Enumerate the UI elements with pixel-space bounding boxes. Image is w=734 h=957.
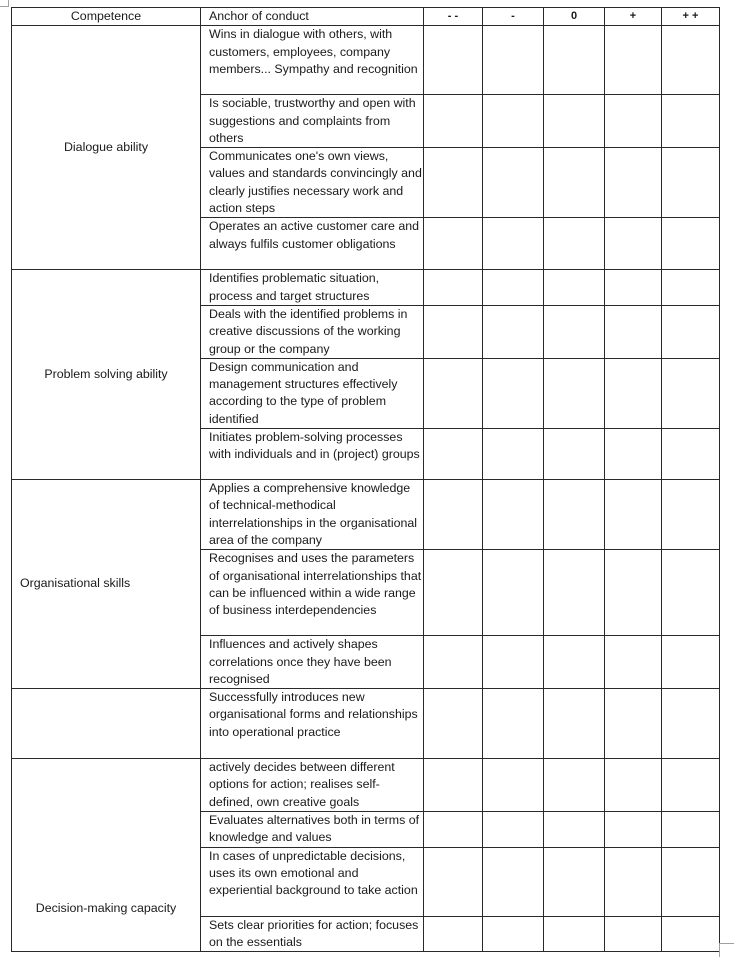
rating-cell-very-negative[interactable] [424, 429, 483, 480]
anchor-cell: Wins in dialogue with others, with customers, employees, company members... Sympathy and recognition [201, 26, 424, 95]
rating-cell-positive[interactable] [605, 218, 662, 270]
rating-cell-positive[interactable] [605, 429, 662, 480]
rating-cell-neutral[interactable] [544, 847, 605, 916]
rating-cell-very-negative[interactable] [424, 148, 483, 218]
rating-cell-negative[interactable] [483, 847, 544, 916]
rating-cell-negative[interactable] [483, 218, 544, 270]
anchor-cell: Recognises and uses the parameters of organisational interrelationships that can be influenced within a wide range of business interdependencies [201, 550, 424, 636]
rating-cell-neutral[interactable] [544, 218, 605, 270]
anchor-cell: Is sociable, trustworthy and open with suggestions and complaints from others [201, 95, 424, 148]
rating-cell-neutral[interactable] [544, 26, 605, 95]
anchor-cell: In cases of unpredictable decisions, uses its own emotional and experiential background to take action [201, 847, 424, 916]
rating-cell-very-positive[interactable] [662, 305, 720, 358]
rating-cell-very-negative[interactable] [424, 305, 483, 358]
rating-cell-neutral[interactable] [544, 95, 605, 148]
page-corner-marker [0, 0, 9, 7]
rating-cell-positive[interactable] [605, 95, 662, 148]
rating-cell-very-positive[interactable] [662, 636, 720, 689]
rating-cell-very-negative[interactable] [424, 218, 483, 270]
rating-cell-negative[interactable] [483, 480, 544, 550]
rating-cell-neutral[interactable] [544, 550, 605, 636]
table-row [12, 759, 720, 812]
rating-cell-very-negative[interactable] [424, 916, 483, 952]
rating-cell-positive[interactable] [605, 270, 662, 306]
rating-cell-positive[interactable] [605, 26, 662, 95]
anchor-cell: Deals with the identified problems in creative discussions of the working group or the company [201, 305, 424, 358]
rating-cell-very-positive[interactable] [662, 270, 720, 306]
rating-cell-very-positive[interactable] [662, 847, 720, 916]
competence-cell: Decision-making capacity [12, 759, 201, 952]
header-rating-negative: - [483, 8, 544, 26]
rating-cell-negative[interactable] [483, 916, 544, 952]
rating-cell-very-negative[interactable] [424, 636, 483, 689]
rating-cell-positive[interactable] [605, 812, 662, 848]
rating-cell-neutral[interactable] [544, 148, 605, 218]
rating-cell-very-positive[interactable] [662, 218, 720, 270]
header-anchor: Anchor of conduct [201, 8, 424, 26]
anchor-cell: Applies a comprehensive knowledge of technical-methodical interrelationships in the organisational area of the company [201, 480, 424, 550]
rating-cell-positive[interactable] [605, 358, 662, 428]
rating-cell-positive[interactable] [605, 916, 662, 952]
rating-cell-neutral[interactable] [544, 480, 605, 550]
rating-cell-neutral[interactable] [544, 812, 605, 848]
rating-cell-negative[interactable] [483, 759, 544, 812]
rating-cell-very-positive[interactable] [662, 26, 720, 95]
rating-cell-negative[interactable] [483, 95, 544, 148]
rating-cell-positive[interactable] [605, 305, 662, 358]
rating-cell-neutral[interactable] [544, 916, 605, 952]
rating-cell-very-negative[interactable] [424, 847, 483, 916]
rating-cell-very-positive[interactable] [662, 429, 720, 480]
rating-cell-very-positive[interactable] [662, 95, 720, 148]
rating-cell-very-negative[interactable] [424, 759, 483, 812]
header-rating-neutral: 0 [544, 8, 605, 26]
anchor-cell: Initiates problem-solving processes with individuals and in (project) groups [201, 429, 424, 480]
header-rating-positive: + [605, 8, 662, 26]
anchor-cell: actively decides between different options for action; realises self-defined, own creative goals [201, 759, 424, 812]
competence-cell [12, 689, 201, 759]
table-row [12, 26, 720, 95]
page-corner-marker [719, 943, 734, 957]
rating-cell-negative[interactable] [483, 429, 544, 480]
rating-cell-positive[interactable] [605, 636, 662, 689]
anchor-cell: Successfully introduces new organisational forms and relationships into operational practice [201, 689, 424, 759]
anchor-cell: Communicates one's own views, values and standards convincingly and clearly justifies necessary work and action steps [201, 148, 424, 218]
anchor-cell: Identifies problematic situation, process and target structures [201, 270, 424, 306]
rating-cell-negative[interactable] [483, 689, 544, 759]
rating-cell-very-negative[interactable] [424, 689, 483, 759]
anchor-cell: Influences and actively shapes correlations once they have been recognised [201, 636, 424, 689]
rating-cell-very-negative[interactable] [424, 812, 483, 848]
rating-cell-negative[interactable] [483, 636, 544, 689]
rating-cell-very-positive[interactable] [662, 550, 720, 636]
rating-cell-neutral[interactable] [544, 636, 605, 689]
rating-cell-very-negative[interactable] [424, 270, 483, 306]
rating-cell-neutral[interactable] [544, 305, 605, 358]
rating-cell-very-negative[interactable] [424, 26, 483, 95]
header-rating-very-positive: + + [662, 8, 720, 26]
rating-cell-neutral[interactable] [544, 358, 605, 428]
rating-cell-neutral[interactable] [544, 270, 605, 306]
competence-cell: Dialogue ability [12, 26, 201, 270]
header-competence: Competence [12, 8, 201, 26]
rating-cell-very-positive[interactable] [662, 759, 720, 812]
rating-cell-very-positive[interactable] [662, 812, 720, 848]
competence-rating-table [11, 7, 720, 952]
table-row [12, 689, 720, 759]
rating-cell-negative[interactable] [483, 305, 544, 358]
anchor-cell: Evaluates alternatives both in terms of knowledge and values [201, 812, 424, 848]
rating-cell-negative[interactable] [483, 358, 544, 428]
anchor-cell: Design communication and management structures effectively according to the type of problem identified [201, 358, 424, 428]
rating-cell-very-positive[interactable] [662, 358, 720, 428]
rating-cell-negative[interactable] [483, 270, 544, 306]
rating-cell-positive[interactable] [605, 689, 662, 759]
anchor-cell: Operates an active customer care and always fulfils customer obligations [201, 218, 424, 270]
table-row [12, 270, 720, 306]
rating-cell-very-positive[interactable] [662, 689, 720, 759]
rating-cell-positive[interactable] [605, 847, 662, 916]
rating-cell-positive[interactable] [605, 480, 662, 550]
anchor-cell: Sets clear priorities for action; focuses on the essentials [201, 916, 424, 952]
rating-cell-neutral[interactable] [544, 689, 605, 759]
rating-cell-very-positive[interactable] [662, 148, 720, 218]
rating-cell-neutral[interactable] [544, 759, 605, 812]
rating-cell-negative[interactable] [483, 550, 544, 636]
rating-cell-positive[interactable] [605, 759, 662, 812]
rating-cell-very-positive[interactable] [662, 916, 720, 952]
rating-cell-neutral[interactable] [544, 429, 605, 480]
table-row [12, 480, 720, 550]
rating-cell-negative[interactable] [483, 812, 544, 848]
rating-cell-negative[interactable] [483, 26, 544, 95]
competence-cell: Problem solving ability [12, 270, 201, 480]
header-rating-very-negative: - - [424, 8, 483, 26]
rating-cell-very-negative[interactable] [424, 95, 483, 148]
rating-cell-negative[interactable] [483, 148, 544, 218]
rating-cell-positive[interactable] [605, 550, 662, 636]
competence-cell: Organisational skills [12, 480, 201, 689]
rating-cell-very-negative[interactable] [424, 480, 483, 550]
rating-cell-very-negative[interactable] [424, 358, 483, 428]
rating-cell-very-positive[interactable] [662, 480, 720, 550]
rating-cell-positive[interactable] [605, 148, 662, 218]
header-row [12, 8, 720, 26]
rating-cell-very-negative[interactable] [424, 550, 483, 636]
